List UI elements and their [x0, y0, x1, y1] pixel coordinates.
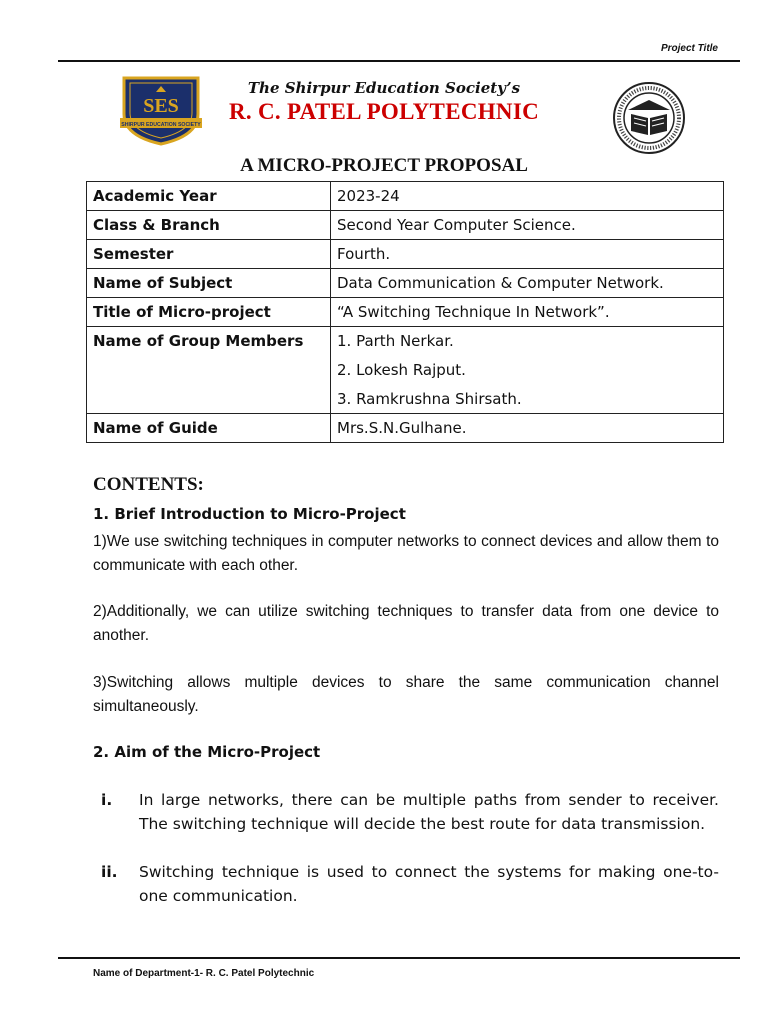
value-line: Second Year Computer Science. [337, 216, 576, 234]
row-key: Class & Branch [87, 211, 331, 240]
aim-item-number: ii. [101, 863, 118, 881]
table-row [87, 327, 724, 414]
contents-heading: CONTENTS: [93, 474, 204, 495]
row-value [331, 182, 724, 211]
table-row [87, 269, 724, 298]
intro-paragraph-3: 3)Switching allows multiple devices to share the same communication channel simultaneously. [93, 674, 719, 715]
row-value [331, 298, 724, 327]
society-name: The Shirpur Education Society’s [247, 79, 521, 97]
table-row [87, 298, 724, 327]
header-project-title: Project Title [660, 43, 718, 54]
aim-item-number: i. [101, 791, 113, 809]
project-info-table [86, 181, 724, 443]
footer-divider [58, 957, 740, 959]
section-1-title: 1. Brief Introduction to Micro-Project [93, 505, 406, 523]
value-line: 3. Ramkrushna Shirsath. [337, 390, 522, 408]
value-line: “A Switching Technique In Network”. [337, 303, 610, 321]
header-divider [58, 60, 740, 62]
ses-ribbon-text: SHIRPUR EDUCATION SOCIETY [121, 122, 201, 128]
row-value [331, 414, 724, 443]
intro-paragraph-1: 1)We use switching techniques in computer networks to connect devices and allow them to communicate with each other. [93, 533, 719, 574]
row-key: Name of Guide [87, 414, 331, 443]
ses-abbr-text: SES [143, 95, 179, 117]
aim-item-text: In large networks, there can be multiple paths from sender to receiver. The switching technique will decide the best route for data transmission. [139, 791, 719, 833]
value-line: Mrs.S.N.Gulhane. [337, 419, 467, 437]
row-key: Name of Subject [87, 269, 331, 298]
row-key: Title of Micro-project [87, 298, 331, 327]
row-key: Academic Year [87, 182, 331, 211]
value-line: 2023-24 [337, 187, 400, 205]
table-row [87, 240, 724, 269]
college-name: R. C. PATEL POLYTECHNIC [229, 99, 539, 124]
aim-item [93, 860, 719, 908]
footer-department: Name of Department-1- R. C. Patel Polytechnic [93, 968, 315, 979]
row-value [331, 240, 724, 269]
aim-item [93, 788, 719, 836]
row-value [331, 269, 724, 298]
aim-item-text: Switching technique is used to connect the systems for making one-to-one communication. [139, 863, 719, 905]
table-row [87, 414, 724, 443]
value-line: Fourth. [337, 245, 391, 263]
table-row [87, 211, 724, 240]
section-2-title: 2. Aim of the Micro-Project [93, 743, 321, 761]
value-line: 1. Parth Nerkar. [337, 332, 454, 350]
intro-paragraph-2: 2)Additionally, we can utilize switching techniques to transfer data from one device to another. [93, 603, 719, 644]
value-line: 2. Lokesh Rajput. [337, 361, 466, 379]
table-row [87, 182, 724, 211]
row-value [331, 211, 724, 240]
document-title: A MICRO-PROJECT PROPOSAL [240, 155, 528, 176]
row-value [331, 327, 724, 414]
row-key: Semester [87, 240, 331, 269]
value-line: Data Communication & Computer Network. [337, 274, 664, 292]
row-key: Name of Group Members [87, 327, 331, 414]
